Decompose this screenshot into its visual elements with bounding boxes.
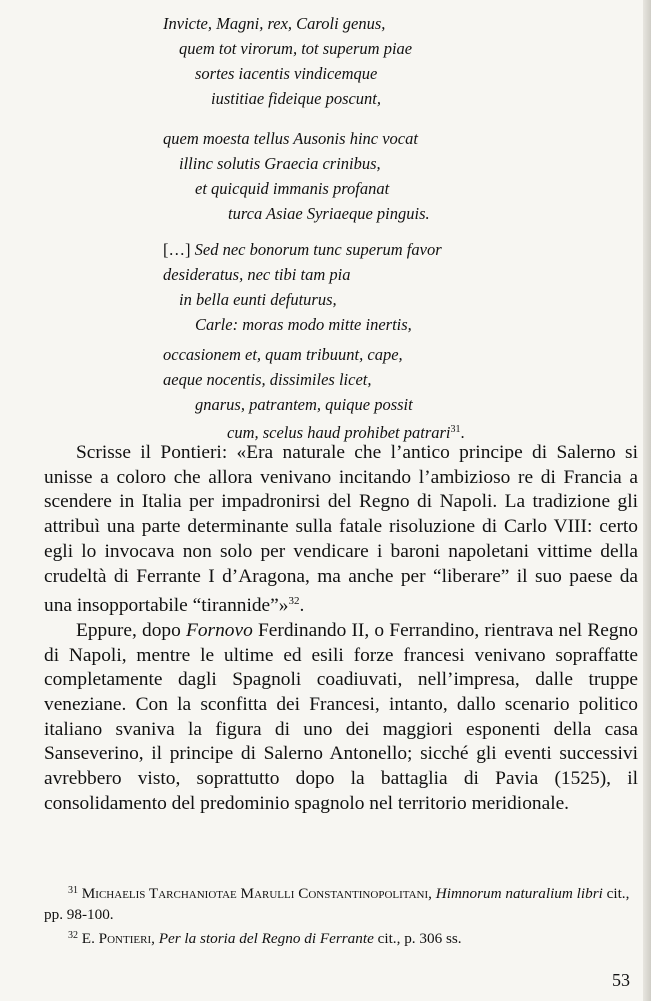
footnote-number: 31	[68, 885, 78, 896]
poem-line	[163, 238, 442, 263]
footnote-ref: 31	[450, 424, 461, 435]
poem-line-text: Sed nec bonorum tunc superum favor	[190, 240, 442, 259]
footnote-title: Himnorum naturalium libri	[435, 885, 603, 902]
footnote-author: Michaelis Tarchaniotae Marulli Constantinopolitani,	[81, 885, 432, 902]
poem-line: turca Asiae Syriaeque pinguis.	[228, 204, 430, 223]
poem-line: quem tot virorum, tot superum piae	[179, 39, 413, 58]
footnote-citation: cit., pp. 98-100.	[44, 885, 630, 923]
paragraph	[44, 441, 638, 619]
poem-line: illinc solutis Graecia crinibus,	[179, 154, 381, 173]
poem-line: desideratus, nec tibi tam pia	[163, 265, 351, 284]
footnote-citation: cit., p. 306 ss.	[373, 930, 462, 947]
poem-line: iustitiae fideique poscunt,	[211, 89, 382, 108]
poem-line: gnarus, patrantem, quique possit	[195, 395, 413, 414]
footnote-ref: 32	[288, 595, 300, 608]
poem-period: .	[460, 423, 465, 442]
poem-line: sortes iacentis vindicemque	[195, 64, 378, 83]
poem-line: et quicquid immanis profanat	[195, 179, 390, 198]
footnote-number: 32	[68, 930, 78, 941]
page-edge-shadow	[643, 0, 651, 1001]
poem-line: Carle: moras modo mitte inertis,	[195, 315, 412, 334]
paragraph-text: Ferdinando II, o Ferrandino, rientrava nel Regno di Napoli, mentre le ultime ed esili forze francesi venivano sopraffatte completamente dagli Spagnoli coadiuvati, nell’impresa, dalle truppe veneziane. Con la sconfitta dei Francesi, intanto, dallo scenario politico italiano svaniva la figura di uno dei maggiori esponenti della casa Sanseverino, il principe di Salerno Antonello; sicché gli eventi successivi avrebbero visto, soprattutto dopo la battaglia di Pavia (1525), il consolidamento del predominio spagnolo nel territorio meridionale.	[44, 619, 638, 814]
footnote-author: E. Pontieri,	[81, 930, 155, 947]
paragraph-text: Scrisse il Pontieri: «Era naturale che l’antico principe di Salerno si unisse a coloro che allora venivano incitando l’ambizioso re di Francia a scendere in Italia per impadronirsi del Regno di Napoli. La tradizione gli attribuì una parte determinante sulla fatale risoluzione di Carlo VIII: certo egli lo invocava non solo per vendicare i baroni napoletani vittime della crudeltà di Ferrante I d’Aragona, ma anche per “liberare” il suo paese da una insopportabile “tirannide”»	[44, 442, 638, 617]
paragraph-text: Eppure, dopo	[76, 619, 186, 641]
paragraph	[44, 619, 638, 817]
poem-line-text: cum, scelus haud prohibet patrari	[227, 423, 451, 442]
ellipsis-bracket: […]	[163, 240, 191, 259]
page-number: 53	[612, 970, 630, 990]
footnote	[44, 880, 638, 925]
poem-line: Invicte, Magni, rex, Caroli genus,	[163, 14, 386, 33]
footnote-title: Per la storia del Regno di Ferrante	[158, 930, 374, 947]
footnote	[44, 925, 638, 949]
italic-term: Fornovo	[186, 619, 253, 641]
paragraph-end: .	[299, 595, 305, 617]
poem-line: quem moesta tellus Ausonis hinc vocat	[163, 129, 418, 148]
poem-line: aeque nocentis, dissimiles licet,	[163, 370, 372, 389]
poem-line: in bella eunti defuturus,	[179, 290, 337, 309]
body-text	[44, 441, 638, 817]
footnotes	[44, 880, 638, 949]
poem-line: occasionem et, quam tribuunt, cape,	[163, 345, 403, 364]
